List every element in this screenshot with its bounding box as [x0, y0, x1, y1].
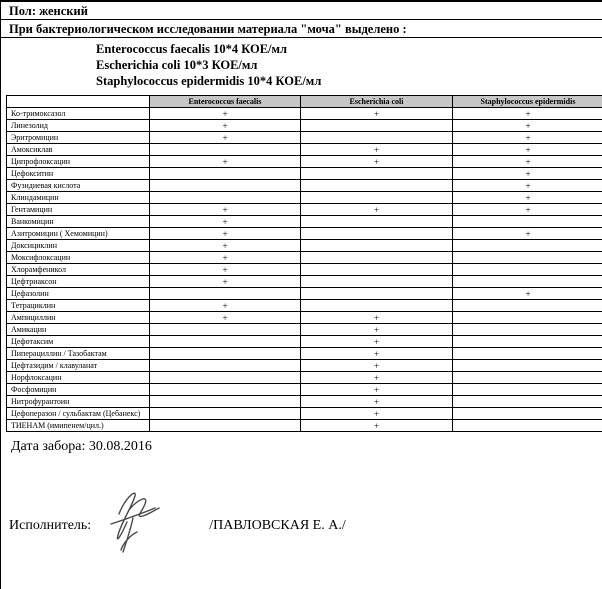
antibiotic-name: Цефотаксим	[7, 336, 150, 348]
sensitivity-cell: +	[453, 288, 602, 300]
sensitivity-cell: +	[301, 372, 453, 384]
antibiotic-name: Ко-тримоксазол	[7, 108, 150, 120]
sensitivity-cell	[301, 180, 453, 192]
sensitivity-cell: +	[150, 132, 301, 144]
sensitivity-cell	[150, 396, 301, 408]
antibiotic-name: Линезолид	[7, 120, 150, 132]
antibiotic-name: Ванкомицин	[7, 216, 150, 228]
organism-item: Escherichia coli 10*3 КОЕ/мл	[96, 58, 258, 72]
sensitivity-cell: +	[150, 240, 301, 252]
table-row	[7, 180, 602, 192]
sensitivity-cell	[150, 288, 301, 300]
table-row	[7, 228, 602, 240]
sensitivity-cell	[150, 384, 301, 396]
sensitivity-cell	[453, 324, 602, 336]
sensitivity-cell: +	[453, 156, 602, 168]
sensitivity-cell: +	[301, 420, 453, 432]
antibiotic-name: Цефоперазон / сульбактам (Цебанекс)	[7, 408, 150, 420]
organism-list	[1, 38, 602, 93]
sensitivity-cell	[301, 264, 453, 276]
antibiotic-name: Норфлоксацин	[7, 372, 150, 384]
antibiotic-name: Фузидиевая кислота	[7, 180, 150, 192]
sensitivity-cell	[150, 336, 301, 348]
sensitivity-cell	[453, 312, 602, 324]
sensitivity-cell	[453, 384, 602, 396]
intro-line	[1, 20, 602, 38]
sensitivity-cell: +	[150, 312, 301, 324]
sensitivity-cell: +	[301, 204, 453, 216]
sensitivity-cell: +	[150, 252, 301, 264]
sensitivity-cell: +	[301, 348, 453, 360]
sensitivity-cell	[150, 408, 301, 420]
antibiotic-name: Цефазолин	[7, 288, 150, 300]
executor-label: Исполнитель:	[9, 518, 92, 533]
sensitivity-cell: +	[453, 192, 602, 204]
sensitivity-cell: +	[301, 396, 453, 408]
sensitivity-cell	[150, 420, 301, 432]
sensitivity-cell	[301, 228, 453, 240]
sample-date: Дата забора: 30.08.2016	[11, 439, 152, 454]
sensitivity-cell	[453, 360, 602, 372]
table-row	[7, 144, 602, 156]
antibiotic-name: Цефтриаксон	[7, 276, 150, 288]
sensitivity-cell	[301, 288, 453, 300]
antibiotic-header-cell	[7, 96, 150, 108]
sensitivity-cell: +	[150, 108, 301, 120]
sensitivity-cell: +	[150, 216, 301, 228]
sensitivity-cell: +	[301, 108, 453, 120]
organism-item: Staphylococcus epidermidis 10*4 КОЕ/мл	[96, 74, 322, 88]
sensitivity-cell	[453, 276, 602, 288]
sensitivity-cell: +	[150, 156, 301, 168]
sensitivity-cell	[453, 216, 602, 228]
sensitivity-cell	[453, 336, 602, 348]
sensitivity-cell	[150, 144, 301, 156]
table-row	[7, 336, 602, 348]
sensitivity-cell	[301, 276, 453, 288]
antibiotic-name: Эритромицин	[7, 132, 150, 144]
antibiotic-name: Фосфомицин	[7, 384, 150, 396]
table-row	[7, 168, 602, 180]
table-row	[7, 324, 602, 336]
table-row	[7, 408, 602, 420]
organism-column-header: Enterococcus faecalis	[150, 96, 301, 108]
sensitivity-cell	[150, 168, 301, 180]
intro-label: При бактериологическом исследовании материала "моча" выделено :	[9, 22, 407, 36]
sensitivity-cell	[453, 372, 602, 384]
sensitivity-cell	[150, 360, 301, 372]
sensitivity-cell: +	[301, 360, 453, 372]
table-row	[7, 156, 602, 168]
sensitivity-cell	[150, 372, 301, 384]
antibiotic-name: Гентамицин	[7, 204, 150, 216]
sensitivity-cell: +	[301, 336, 453, 348]
antibiotic-name: Тетрациклин	[7, 300, 150, 312]
sensitivity-cell: +	[453, 120, 602, 132]
sensitivity-cell: +	[453, 144, 602, 156]
sensitivity-cell	[150, 180, 301, 192]
table-row	[7, 384, 602, 396]
table-row	[7, 348, 602, 360]
sensitivity-cell	[301, 240, 453, 252]
executor-line	[9, 518, 589, 534]
sensitivity-cell: +	[453, 108, 602, 120]
sensitivity-cell	[301, 168, 453, 180]
antibiotic-name: Нитрофурантоин	[7, 396, 150, 408]
organism-column-header: Escherichia coli	[301, 96, 453, 108]
sensitivity-cell	[453, 240, 602, 252]
sensitivity-cell: +	[301, 408, 453, 420]
sensitivity-cell	[453, 264, 602, 276]
sensitivity-cell: +	[301, 156, 453, 168]
sensitivity-cell	[453, 252, 602, 264]
table-body	[7, 108, 602, 432]
sensitivity-cell	[453, 300, 602, 312]
organism-column-header: Staphylococcus epidermidis	[453, 96, 602, 108]
table-row	[7, 288, 602, 300]
sensitivity-cell	[301, 192, 453, 204]
antibiotic-name: Азитромицин ( Хемомицин)	[7, 228, 150, 240]
sensitivity-cell	[150, 348, 301, 360]
sensitivity-cell	[301, 300, 453, 312]
sensitivity-cell: +	[453, 168, 602, 180]
sex-line	[1, 2, 602, 20]
table-row	[7, 300, 602, 312]
antibiotic-name: Цефтазидим / клавуланат	[7, 360, 150, 372]
sensitivity-table	[6, 95, 602, 432]
antibiotic-name: Ципрофлоксацин	[7, 156, 150, 168]
table-row	[7, 108, 602, 120]
executor-name: /ПАВЛОВСКАЯ Е. А./	[209, 518, 346, 533]
sensitivity-cell: +	[301, 144, 453, 156]
table-row	[7, 132, 602, 144]
sensitivity-cell: +	[301, 384, 453, 396]
table-row	[7, 264, 602, 276]
footer-area	[1, 456, 602, 556]
organism-item: Enterococcus faecalis 10*4 КОЕ/мл	[96, 42, 288, 56]
sensitivity-cell	[453, 396, 602, 408]
antibiotic-name: Пиперациллин / Тазобактам	[7, 348, 150, 360]
sensitivity-cell: +	[150, 264, 301, 276]
table-row	[7, 216, 602, 228]
table-row	[7, 240, 602, 252]
table-row	[7, 372, 602, 384]
antibiotic-name: Клиндамицин	[7, 192, 150, 204]
antibiotic-name: Амикацин	[7, 324, 150, 336]
sensitivity-cell: +	[150, 300, 301, 312]
antibiotic-name: Доксициклин	[7, 240, 150, 252]
sensitivity-cell: +	[301, 312, 453, 324]
sensitivity-cell: +	[453, 204, 602, 216]
sensitivity-cell	[301, 132, 453, 144]
sensitivity-cell	[301, 216, 453, 228]
antibiotic-name: Амоксиклав	[7, 144, 150, 156]
table-row	[7, 120, 602, 132]
signature-space	[91, 518, 209, 534]
table-row	[7, 204, 602, 216]
antibiotic-name: ТИЕНАМ (имипенем/цил.)	[7, 420, 150, 432]
table-row	[7, 276, 602, 288]
sensitivity-cell: +	[150, 120, 301, 132]
sensitivity-cell: +	[301, 324, 453, 336]
sex-label: Пол: женский	[9, 4, 88, 18]
sensitivity-cell: +	[453, 132, 602, 144]
sensitivity-cell	[301, 120, 453, 132]
sensitivity-cell	[453, 408, 602, 420]
sensitivity-cell	[150, 324, 301, 336]
sensitivity-cell	[453, 348, 602, 360]
sensitivity-cell: +	[150, 204, 301, 216]
table-head-row	[7, 96, 602, 108]
table-row	[7, 420, 602, 432]
sensitivity-cell	[453, 420, 602, 432]
table-row	[7, 360, 602, 372]
table-row	[7, 252, 602, 264]
sensitivity-cell: +	[453, 228, 602, 240]
antibiotic-name: Ампициллин	[7, 312, 150, 324]
sensitivity-cell: +	[150, 228, 301, 240]
antibiotic-name: Хлорамфеникол	[7, 264, 150, 276]
sensitivity-cell	[301, 252, 453, 264]
sensitivity-cell	[150, 192, 301, 204]
table-row	[7, 192, 602, 204]
table-row	[7, 396, 602, 408]
antibiotic-name: Моксифлоксацин	[7, 252, 150, 264]
sensitivity-cell: +	[150, 276, 301, 288]
sensitivity-cell: +	[453, 180, 602, 192]
table-row	[7, 312, 602, 324]
antibiotic-name: Цефокситин	[7, 168, 150, 180]
